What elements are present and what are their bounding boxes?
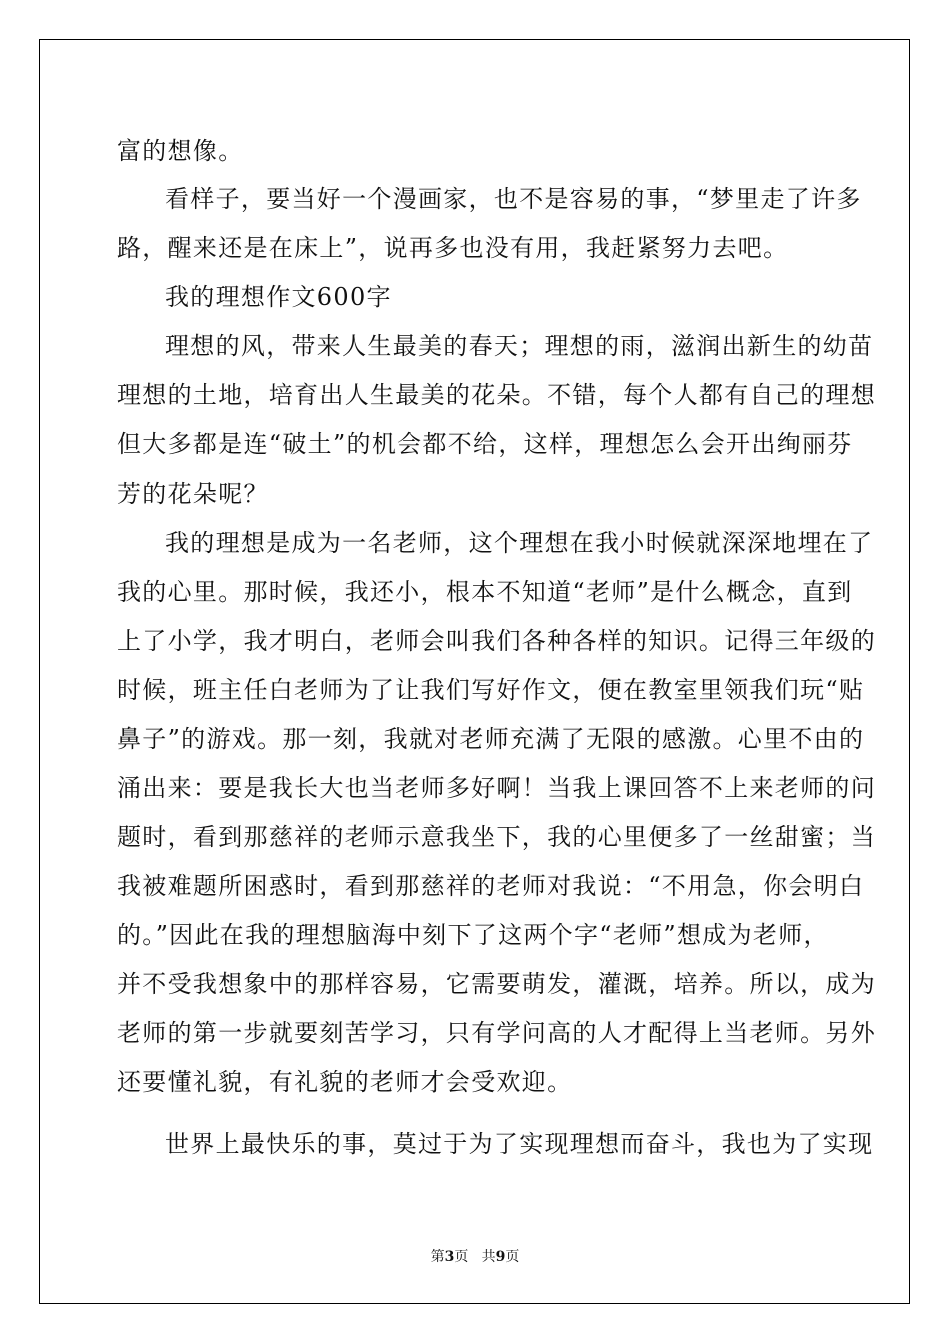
text-line: 我的心里。那时候，我还小，根本不知道“老师”是什么概念，直到 — [117, 578, 853, 606]
text-line: 理想的风，带来人生最美的春天；理想的雨，滋润出新生的幼苗 — [165, 332, 874, 360]
current-page-number: 3 — [444, 1249, 455, 1265]
page-footer — [0, 1246, 950, 1266]
text-line: 还要懂礼貌，有礼貌的老师才会受欢迎。 — [117, 1068, 573, 1096]
footer-suffix: 页 — [505, 1249, 520, 1265]
text-line: 但大多都是连“破土”的机会都不给，这样，理想怎么会开出绚丽芬 — [117, 430, 853, 458]
text-line: 富的想像。 — [117, 137, 244, 165]
text-line: 上了小学，我才明白，老师会叫我们各种各样的知识。记得三年级的 — [117, 627, 876, 655]
text-line: 我被难题所困惑时，看到那慈祥的老师对我说：“不用急，你会明白 — [117, 872, 865, 900]
text-line: 芳的花朵呢？ — [117, 480, 269, 508]
text-line: 我的理想是成为一名老师，这个理想在我小时候就深深地埋在了 — [165, 529, 874, 557]
section-heading: 我的理想作文600字 — [165, 283, 392, 311]
text-line: 鼻子”的游戏。那一刻，我就对老师充满了无限的感激。心里不由的 — [117, 725, 865, 753]
text-line: 路，醒来还是在床上”，说再多也没有用，我赶紧努力去吧。 — [117, 234, 789, 262]
text-line: 并不受我想象中的那样容易，它需要萌发，灌溉，培养。所以，成为 — [117, 970, 876, 998]
text-line: 时候，班主任白老师为了让我们写好作文，便在教室里领我们玩“贴 — [117, 676, 865, 704]
total-pages-number: 9 — [495, 1249, 506, 1265]
text-line: 世界上最快乐的事，莫过于为了实现理想而奋斗，我也为了实现 — [165, 1130, 874, 1158]
text-line: 涌出来：要是我长大也当老师多好啊！当我上课回答不上来老师的问 — [117, 774, 876, 802]
text-line: 理想的土地，培育出人生最美的花朵。不错，每个人都有自己的理想 — [117, 381, 876, 409]
text-line: 题时，看到那慈祥的老师示意我坐下，我的心里便多了一丝甜蜜；当 — [117, 823, 876, 851]
text-line: 的。”因此在我的理想脑海中刻下了这两个字“老师”想成为老师， — [117, 921, 829, 949]
text-line: 老师的第一步就要刻苦学习，只有学问高的人才配得上当老师。另外 — [117, 1019, 876, 1047]
footer-middle: 页 共 — [454, 1249, 496, 1265]
footer-prefix: 第 — [430, 1249, 445, 1265]
text-line: 看样子，要当好一个漫画家，也不是容易的事，“梦里走了许多 — [165, 185, 862, 213]
page-border — [39, 39, 910, 1304]
